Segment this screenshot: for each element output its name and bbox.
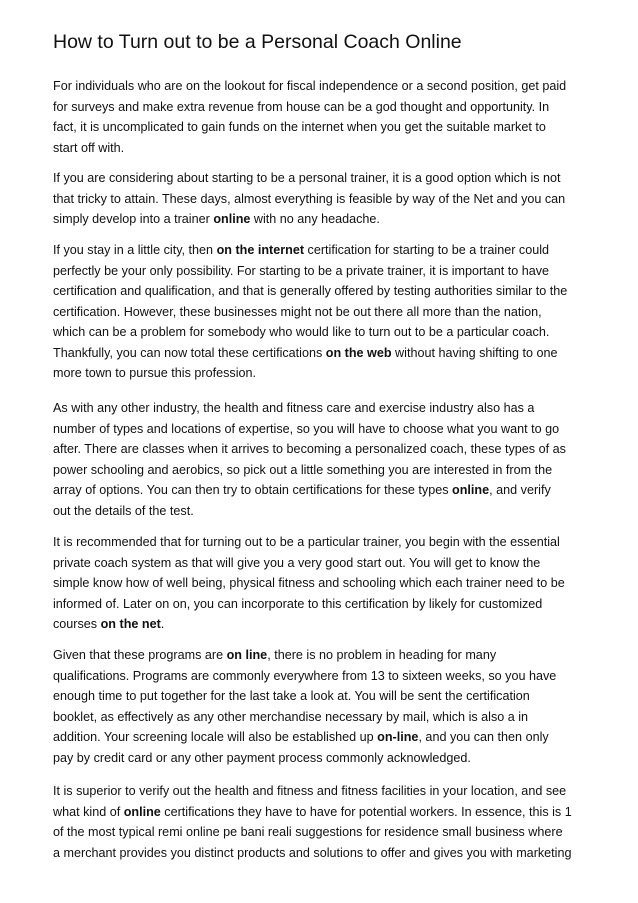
- text-line: [53, 532, 565, 553]
- paragraph: [53, 398, 566, 521]
- text-run: It is recommended that for turning out to be a particular trainer, you begin with the essential: [53, 535, 560, 549]
- text-run: certification for starting to be a trainer could: [304, 243, 550, 257]
- text-run: , and verify: [489, 483, 551, 497]
- text-run: simple know how of well being, physical fitness and schooling which each trainer need to be: [53, 576, 565, 590]
- text-line: [53, 843, 572, 864]
- text-line: [53, 398, 566, 419]
- text-run: number of types and locations of expertise, so you will have to choose what you want to go: [53, 421, 560, 436]
- text-run: qualifications. Programs are commonly everywhere from 13 to sixteen weeks, so you have: [53, 668, 557, 683]
- text-run: certifications they have to have for potential workers. In essence, this is 1: [160, 804, 572, 819]
- text-line: [53, 439, 566, 460]
- text-run: It is superior to verify out the health and fitness and fitness facilities in your location, and see: [53, 784, 567, 798]
- text-run: which can be a problem for somebody who would like to turn out to be a particular coach.: [53, 325, 550, 339]
- text-line: [53, 363, 567, 384]
- text-run: after. There are classes when it arrives to becoming a personalized coach, these types of as: [53, 442, 566, 456]
- text-run: a merchant provides you distinct products and solutions to offer and gives you with marketing: [53, 845, 572, 860]
- text-run: .: [160, 617, 165, 631]
- text-line: [53, 802, 572, 823]
- text-run: enough time to put together for the last take a look at. You will be sent the certification: [53, 689, 530, 703]
- text-run: certification and qualification, and that is generally offered by testing authorities similar to the: [53, 284, 568, 298]
- text-line: [53, 573, 565, 594]
- text-run: without having shifting to one: [391, 345, 558, 360]
- bold-keyword: on line: [226, 648, 268, 662]
- text-run: For individuals who are on the lookout for fiscal independence or a second position, get paid: [53, 79, 567, 93]
- paragraph: [53, 781, 572, 863]
- text-line: [53, 419, 566, 440]
- text-line: [53, 138, 566, 159]
- paragraph: [53, 240, 567, 384]
- text-run: that tricky to attain. These days, almost everything is feasible by way of the Net and you can: [53, 191, 566, 206]
- text-run: what kind of: [53, 804, 124, 819]
- bold-keyword: online: [452, 483, 490, 497]
- text-run: simply develop into a trainer: [53, 212, 214, 226]
- text-line: [53, 645, 556, 666]
- text-line: [53, 781, 572, 802]
- text-run: for surveys and make extra revenue from house can be a god thought and opportunity. In: [53, 99, 550, 114]
- text-line: [53, 76, 566, 97]
- text-run: courses: [53, 617, 101, 631]
- text-line: [53, 281, 567, 302]
- text-line: [53, 594, 565, 615]
- text-line: [53, 240, 567, 261]
- text-run: certification. However, these businesses might not be out there all more than the nation,: [53, 304, 542, 319]
- text-run: perfectly be your only possibility. For starting to be a private trainer, it is important to have: [53, 263, 550, 278]
- bold-keyword: on the internet: [216, 243, 305, 257]
- text-line: [53, 209, 565, 230]
- document-page: [53, 30, 601, 860]
- text-line: [53, 189, 565, 210]
- text-line: [53, 748, 556, 769]
- text-run: power schooling and aerobics, so pick out a little something you are interested in from the: [53, 462, 553, 477]
- text-run: informed of. Later on on, you can incorporate to this certification by likely for customized: [53, 596, 543, 611]
- text-run: If you stay in a little city, then: [53, 243, 217, 257]
- text-line: [53, 261, 567, 282]
- text-line: [53, 501, 566, 522]
- paragraph: [53, 168, 565, 230]
- text-line: [53, 343, 567, 364]
- paragraph: [53, 76, 566, 158]
- text-run: As with any other industry, the health and fitness care and exercise industry also has a: [53, 401, 535, 415]
- text-line: [53, 480, 566, 501]
- text-line: [53, 727, 556, 748]
- text-run: , and you can then only: [418, 730, 549, 744]
- text-line: [53, 97, 566, 118]
- text-run: addition. Your screening locale will also be established up: [53, 730, 378, 744]
- text-run: Given that these programs are: [53, 648, 227, 662]
- page-title: How to Turn out to be a Personal Coach Online: [53, 31, 462, 53]
- text-line: [53, 666, 556, 687]
- text-run: , there is no problem in heading for many: [267, 648, 497, 662]
- text-line: [53, 614, 565, 635]
- text-line: [53, 686, 556, 707]
- paragraph: [53, 532, 565, 635]
- text-line: [53, 460, 566, 481]
- text-run: of the most typical remi online pe bani reali suggestions for residence small business where: [53, 825, 563, 839]
- text-run: private coach system as that will give you a very good start out. You will get to know the: [53, 555, 541, 570]
- bold-keyword: online: [123, 804, 161, 819]
- text-line: [53, 322, 567, 343]
- text-run: fact, it is uncomplicated to gain funds on the internet when you get the suitable market to: [53, 120, 546, 134]
- bold-keyword: online: [213, 212, 251, 226]
- text-run: booklet, as effectively as any other merchandise necessary by mail, which is also a in: [53, 709, 529, 724]
- bold-keyword: on the web: [325, 345, 392, 360]
- text-run: out the details of the test.: [53, 503, 194, 518]
- bold-keyword: on-line: [377, 730, 419, 744]
- text-run: pay by credit card or any other payment process commonly acknowledged.: [53, 750, 471, 765]
- text-run: with no any headache.: [250, 212, 380, 226]
- text-line: [53, 822, 572, 843]
- text-run: Thankfully, you can now total these certifications: [53, 345, 326, 360]
- text-line: [53, 168, 565, 189]
- text-line: [53, 117, 566, 138]
- text-run: more town to pursue this profession.: [53, 366, 257, 380]
- text-line: [53, 553, 565, 574]
- text-run: start off with.: [53, 140, 125, 155]
- bold-keyword: on the net: [100, 617, 161, 631]
- paragraph: [53, 645, 556, 768]
- text-line: [53, 302, 567, 323]
- text-run: array of options. You can then try to obtain certifications for these types: [53, 483, 453, 497]
- text-line: [53, 707, 556, 728]
- text-run: If you are considering about starting to be a personal trainer, it is a good option which is not: [53, 171, 561, 185]
